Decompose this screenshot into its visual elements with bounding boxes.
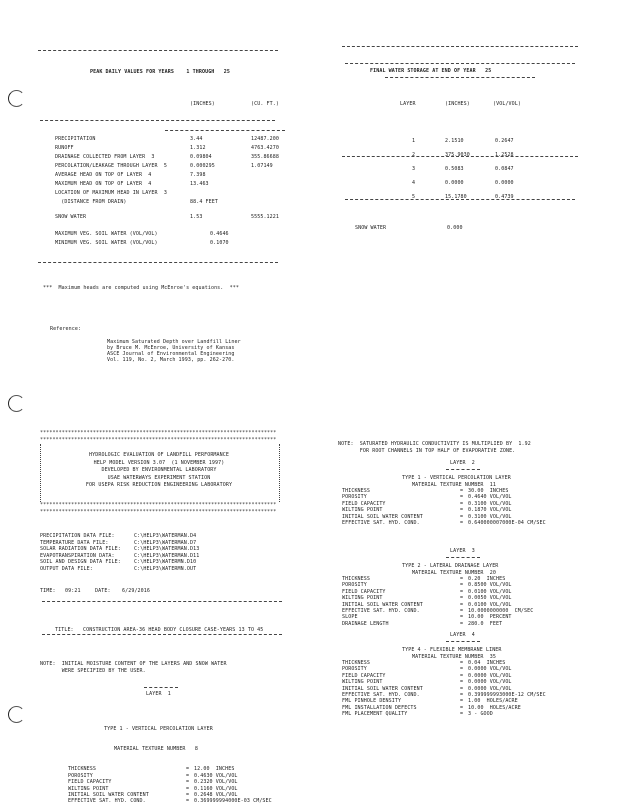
property-label: DRAINAGE LENGTH [342, 620, 389, 627]
peak-row-inches: 7.398 [190, 171, 206, 178]
property-value: 0.0100 VOL/VOL [468, 588, 512, 595]
layer-type: TYPE 1 - VERTICAL PERCOLATION LAYER [402, 475, 511, 481]
storage-layer: 2 [412, 151, 416, 158]
peak-row-label: (DISTANCE FROM DRAIN) [55, 198, 127, 205]
property-eq: = [186, 766, 190, 773]
property-label: SLOPE [342, 614, 358, 621]
property-label: EFFECTIVE SAT. HYD. COND. [342, 519, 420, 526]
input-file-label: SOIL AND DESIGN DATA FILE: [40, 559, 121, 566]
property-value: 0.04 INCHES [468, 660, 506, 666]
property-eq: = [460, 588, 464, 595]
punch-hole-bottom [8, 706, 25, 723]
peak-row-inches: 0.000295 [190, 162, 215, 169]
property-eq: = [460, 672, 464, 679]
property-label: FIELD CAPACITY [342, 672, 386, 679]
input-file-label: OUTPUT DATA FILE: [40, 565, 93, 572]
property-value: 12.00 INCHES [194, 766, 235, 773]
peak-row-label: RUNOFF [55, 144, 74, 151]
peak-row-inches: 3.44 [190, 135, 203, 142]
property-label: INITIAL SOIL WATER CONTENT [342, 601, 423, 608]
property-eq: = [460, 601, 464, 608]
note-text: FOR ROOT CHANNELS IN TOP HALF OF EVAPORATIVE ZONE. [338, 448, 516, 455]
q1-bottom-rule [38, 262, 278, 263]
layer-type: TYPE 4 - FLEXIBLE MEMBRANE LINER [402, 647, 502, 653]
property-value: 0.8500 VOL/VOL [468, 582, 512, 589]
property-label: FIELD CAPACITY [342, 500, 386, 507]
property-value: 0.0000 VOL/VOL [468, 666, 512, 673]
property-label: POROSITY [342, 666, 367, 673]
peak-row-cuft: 5555.1221 [251, 213, 279, 220]
peak-row [55, 240, 285, 249]
property-value: 0.0100 VOL/VOL [468, 601, 512, 608]
property-label: FML PINHOLE DENSITY [342, 698, 402, 705]
storage-row [345, 194, 580, 208]
note-line [40, 661, 290, 668]
property-eq: = [460, 620, 464, 627]
storage-volvol: 0.4739 [495, 193, 514, 200]
storage-inches: 15.1780 [445, 193, 467, 200]
date-value: 6/29/2016 [122, 588, 150, 595]
property-eq: = [460, 582, 464, 589]
property-value: 0.640000007000E-04 CM/SEC [468, 519, 546, 526]
peak-row-label: MINIMUM VEG. SOIL WATER (VOL/VOL) [55, 239, 158, 246]
input-file-label: SOLAR RADIATION DATA FILE: [40, 546, 121, 553]
storage-row [345, 138, 580, 152]
property-eq: = [186, 798, 190, 805]
input-file-path: C:\HELP3\WATERMAN.D7 [134, 539, 197, 546]
property-eq: = [460, 711, 464, 718]
property-label: INITIAL SOIL WATER CONTENT [342, 685, 423, 692]
property-label: FML PLACEMENT QUALITY [342, 711, 408, 718]
property-value: 0.0050 VOL/VOL [468, 595, 512, 602]
peak-row-label: PERCOLATION/LEAKAGE THROUGH LAYER 5 [55, 162, 167, 169]
property-row [342, 520, 582, 526]
reference-lines [107, 339, 337, 363]
peak-row [55, 163, 285, 172]
q2-top-rule [342, 46, 578, 47]
storage-inches: 2.1510 [445, 137, 464, 144]
property-eq: = [460, 488, 464, 494]
property-label: THICKNESS [68, 766, 96, 773]
peak-row-label: DRAINAGE COLLECTED FROM LAYER 3 [55, 153, 155, 160]
reference-text: ASCE Journal of Environmental Engineering [107, 350, 235, 357]
banner-line: HYDROLOGIC EVALUATION OF LANDFILL PERFORMANCE [89, 452, 229, 458]
input-file-path: C:\HELP3\WATERMAN.D11 [134, 552, 200, 559]
peak-row [55, 172, 285, 181]
property-value: 0.4630 VOL/VOL [194, 772, 238, 779]
property-label: INITIAL SOIL WATER CONTENT [68, 791, 149, 798]
note-line [338, 448, 598, 455]
property-label: WILTING POINT [342, 679, 383, 686]
layer-title-row [342, 632, 582, 641]
property-value: 0.0000 VOL/VOL [468, 672, 512, 679]
property-eq: = [460, 519, 464, 526]
property-label: POROSITY [342, 582, 367, 589]
property-value: 0.2320 VOL/VOL [194, 779, 238, 786]
moisture-note [40, 648, 290, 682]
input-file-label: EVAPOTRANSPIRATION DATA: [40, 552, 115, 559]
peak-row [55, 199, 285, 208]
title-label: TITLE: [55, 627, 74, 634]
property-eq: = [460, 614, 464, 621]
peak-row [55, 145, 285, 154]
property-value: 0.1870 VOL/VOL [468, 507, 512, 514]
note-line [40, 668, 290, 675]
layer-material: MATERIAL TEXTURE NUMBER 20 [412, 569, 496, 576]
root-channel-note [338, 428, 598, 462]
property-value: 30.00 INCHES [468, 488, 509, 494]
property-eq: = [460, 685, 464, 692]
storage-layer: 1 [412, 137, 416, 144]
title-line [55, 614, 295, 643]
peak-row-cuft: 12487.200 [251, 135, 279, 142]
storage-row [345, 180, 580, 194]
input-files-section [40, 520, 290, 579]
property-row [342, 621, 582, 627]
layer-title: LAYER 4 [450, 632, 475, 638]
property-value: 0.3100 VOL/VOL [468, 500, 512, 507]
peak-row-label: AVERAGE HEAD ON TOP OF LAYER 4 [55, 171, 152, 178]
layer-title-row [342, 548, 582, 557]
layer-1-type: TYPE 1 - VERTICAL PERCOLATION LAYER [104, 725, 213, 732]
peak-row-cuft: 4763.4270 [251, 144, 279, 151]
layer-title-row [342, 460, 582, 469]
property-label: INITIAL SOIL WATER CONTENT [342, 513, 423, 520]
property-eq: = [460, 595, 464, 602]
property-label: EFFECTIVE SAT. HYD. COND. [342, 691, 420, 698]
property-value: 0.4640 VOL/VOL [468, 494, 512, 501]
reference-line [107, 357, 337, 363]
property-eq: = [460, 513, 464, 520]
run-info [40, 575, 290, 604]
banner-line: DEVELOPED BY ENVIRONMENTAL LABORATORY [101, 467, 217, 473]
layer-block [342, 460, 582, 526]
input-file-label: TEMPERATURE DATA FILE: [40, 539, 109, 546]
peak-row-cuft: 0.4646 [210, 230, 229, 237]
q3-title-rule-bottom [42, 634, 282, 635]
note-text: WERE SPECIFIED BY THE USER. [40, 668, 146, 675]
peak-row-cuft: 1.07149 [251, 162, 273, 169]
peak-row-label: MAXIMUM VEG. SOIL WATER (VOL/VOL) [55, 230, 158, 237]
note-line [338, 441, 598, 448]
property-eq: = [460, 691, 464, 698]
property-eq: = [460, 704, 464, 711]
layer-block [342, 548, 582, 627]
property-eq: = [186, 785, 190, 792]
help-header-section: **************************************************************************** **************************************************************************** HYDROLOGIC EVALUATION OF LANDFILL PERFORMANCE HELP MODEL VERSION 3.07 (1 NOVEMBER 1997) DEVELOPED BY ENVIRONMENTAL LABORATORY USAE WATERWAYS EXPERIMENT STATION FOR USEPA RISK REDUCTION ENGINEERING LABORATORY **************************************************************************** **************************************************************************** [40, 430, 290, 476]
property-label: EFFECTIVE SAT. HYD. COND. [342, 607, 420, 614]
peak-row-label: PRECIPITATION [55, 135, 96, 142]
peak-row-inches: 1.312 [190, 144, 206, 151]
property-label: EFFECTIVE SAT. HYD. COND. [68, 798, 146, 805]
storage-layer: 5 [412, 193, 416, 200]
volvol-header: (VOL/VOL) [493, 100, 521, 107]
punch-hole-top [8, 90, 25, 107]
property-eq: = [460, 500, 464, 507]
layer-block [342, 632, 582, 718]
note-text: NOTE: SATURATED HYDRAULIC CONDUCTIVITY IS MULTIPLIED BY 1.92 [338, 441, 531, 448]
property-value: 0.0000 VOL/VOL [468, 685, 512, 692]
peak-values-table [55, 136, 285, 249]
property-eq: = [460, 576, 464, 582]
property-value: 280.0 FEET [468, 620, 503, 627]
layer-type: TYPE 2 - LATERAL DRAINAGE LAYER [402, 563, 499, 569]
layer-1-material: MATERIAL TEXTURE NUMBER 8 [114, 746, 198, 753]
layer-header: LAYER [400, 100, 416, 107]
layer-material: MATERIAL TEXTURE NUMBER 11 [412, 481, 496, 488]
storage-layer: 4 [412, 179, 416, 186]
property-value: 0.2648 VOL/VOL [194, 791, 238, 798]
property-eq: = [460, 666, 464, 673]
time-label: TIME: [40, 588, 56, 595]
layer-title: LAYER 2 [450, 460, 475, 466]
property-eq: = [186, 779, 190, 786]
storage-table [345, 138, 580, 208]
layer-material: MATERIAL TEXTURE NUMBER 35 [412, 653, 496, 660]
punch-hole-middle [8, 395, 25, 412]
reference-text: Vol. 119, No. 2, March 1993, pp. 262-270. [107, 356, 235, 363]
banner-line: USAE WATERWAYS EXPERIMENT STATION [107, 474, 211, 481]
q1-top-rule [38, 50, 278, 51]
property-label: WILTING POINT [342, 507, 383, 514]
final-water-storage-section [345, 55, 580, 247]
storage-inches: 0.5083 [445, 165, 464, 172]
property-eq: = [460, 607, 464, 614]
peak-row-label: MAXIMUM HEAD ON TOP OF LAYER 4 [55, 180, 152, 187]
storage-layer: 3 [412, 165, 416, 172]
property-value: 0.3100 VOL/VOL [468, 513, 512, 520]
property-eq: = [460, 494, 464, 501]
storage-inches: 0.0000 [445, 179, 464, 186]
property-label: WILTING POINT [68, 785, 109, 792]
col-cuft-header: (CU. FT.) [251, 100, 279, 107]
reference-text: Maximum Saturated Depth over Landfill Liner [107, 338, 241, 345]
q3-title-rule-top [42, 601, 282, 602]
property-row [342, 711, 582, 717]
property-value: 10.00 PERCENT [468, 614, 512, 621]
peak-row [55, 136, 285, 145]
final-storage-title: FINAL WATER STORAGE AT END OF YEAR 25 [370, 68, 492, 75]
property-eq: = [186, 772, 190, 779]
property-value: 0.1160 VOL/VOL [194, 785, 238, 792]
peak-row-label: SNOW WATER [55, 213, 87, 220]
property-label: FML INSTALLATION DEFECTS [342, 704, 417, 711]
storage-volvol: 1.2528 [495, 151, 514, 158]
layer-1-section [68, 678, 288, 811]
property-eq: = [460, 698, 464, 705]
property-eq: = [460, 507, 464, 514]
input-file-label: PRECIPITATION DATA FILE: [40, 533, 115, 540]
q2-bottom-rule [342, 156, 578, 157]
col-inches-header: (INCHES) [190, 100, 215, 107]
peak-row-label: LOCATION OF MAXIMUM HEAD IN LAYER 3 [55, 189, 167, 196]
reference-label: Reference: [50, 325, 82, 332]
peak-row [55, 181, 285, 190]
peak-row-inches: 0.09804 [190, 153, 212, 160]
storage-volvol: 0.0000 [495, 179, 514, 186]
property-label: THICKNESS [342, 488, 370, 494]
property-value: 10.00 HOLES/ACRE [468, 704, 521, 711]
property-label: POROSITY [342, 494, 367, 501]
inches-header: (INCHES) [445, 100, 470, 107]
property-value: 10.0000000000 CM/SEC [468, 607, 534, 614]
peak-row-inches: 88.4 FEET [190, 198, 218, 205]
peak-row-inches: 1.53 [190, 213, 203, 220]
peak-row [55, 231, 285, 240]
peak-row [55, 214, 285, 223]
input-file-path: C:\HELP3\WATERMAN.D13 [134, 546, 200, 553]
storage-inches: 375.9030 [445, 151, 470, 158]
input-file-row [40, 566, 290, 573]
time-value: 09:21 [65, 588, 81, 595]
input-file-path: C:\HELP3\WATERMAN.D4 [134, 533, 197, 540]
property-eq: = [460, 660, 464, 666]
property-eq: = [460, 679, 464, 686]
input-file-path: C:\HELP3\WATERMN.OUT [134, 565, 197, 572]
storage-row [345, 152, 580, 166]
property-label: THICKNESS [342, 660, 370, 666]
property-value: 0.20 INCHES [468, 576, 506, 582]
property-eq: = [186, 791, 190, 798]
property-label: FIELD CAPACITY [68, 779, 112, 786]
layer-1-properties [68, 766, 288, 804]
property-label: THICKNESS [342, 576, 370, 582]
help-banner [40, 452, 278, 490]
property-value: 0.0000 VOL/VOL [468, 679, 512, 686]
property-label: WILTING POINT [342, 595, 383, 602]
layer-title: LAYER 3 [450, 548, 475, 554]
peak-row [55, 190, 285, 199]
peak-daily-values-section [43, 56, 285, 378]
snow-water-label: SNOW WATER [355, 224, 387, 231]
storage-volvol: 0.2647 [495, 137, 514, 144]
property-row [68, 798, 288, 804]
input-file-path: C:\HELP3\WATERMN.D10 [134, 559, 197, 566]
title-value: CONSTRUCTION AREA-36 HEAD BODY CLOSURE CASE-YEARS 13 TO 45 [83, 627, 264, 634]
peak-values-title: PEAK DAILY VALUES FOR YEARS 1 THROUGH 25 [90, 69, 230, 76]
banner-line: FOR USEPA RISK REDUCTION ENGINEERING LABORATORY [85, 482, 233, 488]
note-text: NOTE: INITIAL MOISTURE CONTENT OF THE LAYERS AND SNOW WATER [40, 661, 227, 668]
mcenroe-note: *** Maximum heads are computed using McEnroe's equations. *** [43, 285, 239, 292]
property-value: 0.369999994000E-03 CM/SEC [194, 798, 272, 805]
peak-row-cuft: 0.1070 [210, 239, 229, 246]
property-value: 0.399999993000E-12 CM/SEC [468, 691, 546, 698]
peak-row-cuft: 355.86688 [251, 153, 279, 160]
property-label: FIELD CAPACITY [342, 588, 386, 595]
banner-line: HELP MODEL VERSION 3.07 (1 NOVEMBER 1997) [93, 459, 225, 466]
property-value: 3 - GOOD [468, 711, 493, 718]
storage-volvol: 0.0847 [495, 165, 514, 172]
storage-row [345, 166, 580, 180]
property-value: 1.00 HOLES/ACRE [468, 698, 518, 705]
layer-1-title: LAYER 1 [146, 691, 171, 698]
reference-text: by Bruce M. McEnroe, University of Kansas [107, 344, 235, 351]
peak-row [55, 154, 285, 163]
input-files-list [40, 533, 290, 572]
date-label: DATE: [95, 588, 111, 595]
property-label: POROSITY [68, 772, 93, 779]
peak-row-inches: 13.463 [190, 180, 209, 187]
snow-water-value: 0.000 [447, 224, 463, 231]
